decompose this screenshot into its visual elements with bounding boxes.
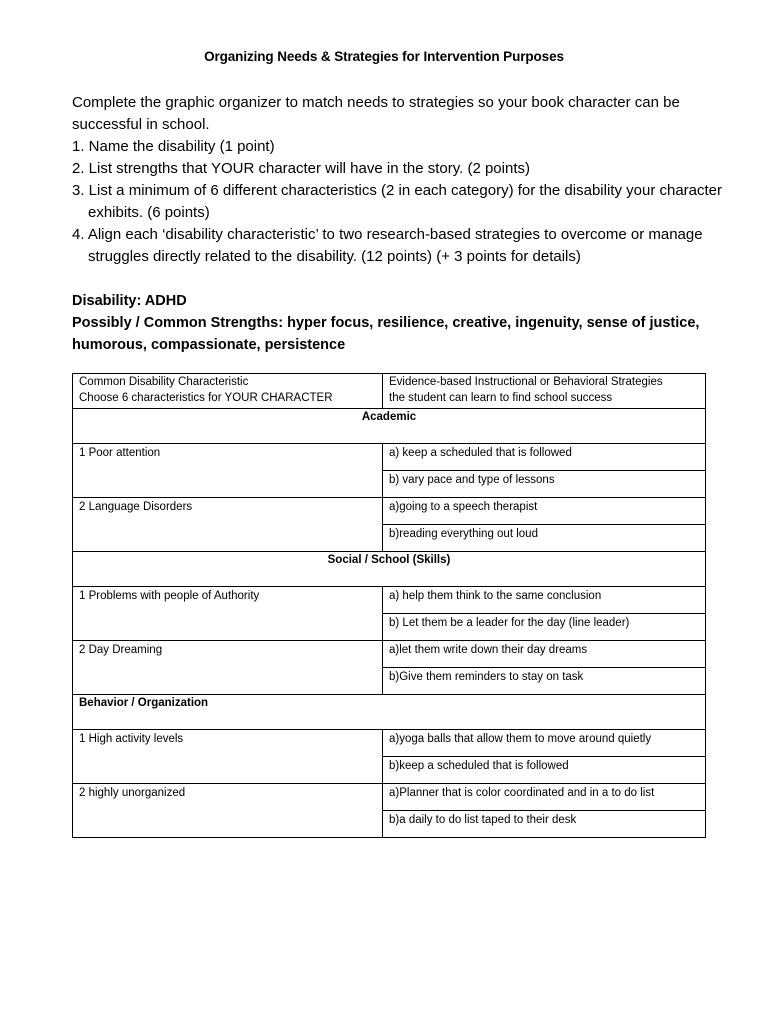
characteristic-cell: 2 Day Dreaming [73, 641, 383, 695]
section-row-social [73, 552, 706, 587]
table-row [73, 587, 706, 614]
table-row [73, 498, 706, 525]
strategy-a-cell: a)let them write down their day dreams [383, 641, 706, 668]
step-item: 2. List strengths that YOUR character will have in the story. (2 points) [72, 160, 530, 177]
disability-block [72, 290, 712, 356]
table-row [73, 730, 706, 757]
header-characteristic [73, 374, 383, 409]
characteristic-cell: 1 Problems with people of Authority [73, 587, 383, 641]
strategy-b-cell: b) Let them be a leader for the day (line leader) [383, 614, 706, 641]
characteristic-cell: 1 High activity levels [73, 730, 383, 784]
section-title: Behavior / Organization [73, 695, 706, 730]
header-right-line2: the student can learn to find school success [389, 392, 613, 404]
strategy-a-cell: a) help them think to the same conclusion [383, 587, 706, 614]
disability-label: Disability: ADHD [72, 293, 187, 309]
header-left-line1: Common Disability Characteristic [79, 376, 249, 388]
header-right-line1: Evidence-based Instructional or Behavioral Strategies [389, 376, 663, 388]
table-row [73, 784, 706, 811]
strategy-a-cell: a) keep a scheduled that is followed [383, 444, 706, 471]
characteristic-cell: 2 highly unorganized [73, 784, 383, 838]
step-item: 4. Align each ‘disability characteristic’ to two research-based strategies to overcome or manage struggles directly related to the disability. (12 points) (+ 3 points for details) [72, 226, 703, 265]
intro-text: Complete the graphic organizer to match needs to strategies so your book character can be successful in school. [72, 94, 680, 133]
strategy-a-cell: a)going to a speech therapist [383, 498, 706, 525]
strategy-a-cell: a)yoga balls that allow them to move around quietly [383, 730, 706, 757]
steps-list [72, 136, 722, 268]
section-row-academic [73, 409, 706, 444]
page-title: Organizing Needs & Strategies for Intervention Purposes [204, 49, 564, 64]
table-row [73, 641, 706, 668]
instructions [72, 92, 722, 268]
step-item: 3. List a minimum of 6 different characteristics (2 in each category) for the disability your character exhibits. (6 points) [72, 182, 723, 221]
table-header-row [73, 374, 706, 409]
header-strategies [383, 374, 706, 409]
step-item: 1. Name the disability (1 point) [72, 138, 275, 155]
strategy-b-cell: b)keep a scheduled that is followed [383, 757, 706, 784]
characteristic-cell: 2 Language Disorders [73, 498, 383, 552]
strategy-b-cell: b) vary pace and type of lessons [383, 471, 706, 498]
section-title: Academic [73, 409, 706, 444]
section-row-behavior [73, 695, 706, 730]
strategy-b-cell: b)a daily to do list taped to their desk [383, 811, 706, 838]
section-title: Social / School (Skills) [73, 552, 706, 587]
table-row [73, 444, 706, 471]
strategy-b-cell: b)Give them reminders to stay on task [383, 668, 706, 695]
strengths-text: Possibly / Common Strengths: hyper focus, resilience, creative, ingenuity, sense of justice, humorous, compassionate, persistence [72, 315, 700, 353]
characteristic-cell: 1 Poor attention [73, 444, 383, 498]
strategy-b-cell: b)reading everything out loud [383, 525, 706, 552]
header-left-line2: Choose 6 characteristics for YOUR CHARACTER [79, 392, 333, 404]
strategy-a-cell: a)Planner that is color coordinated and in a to do list [383, 784, 706, 811]
graphic-organizer-table [72, 373, 706, 838]
